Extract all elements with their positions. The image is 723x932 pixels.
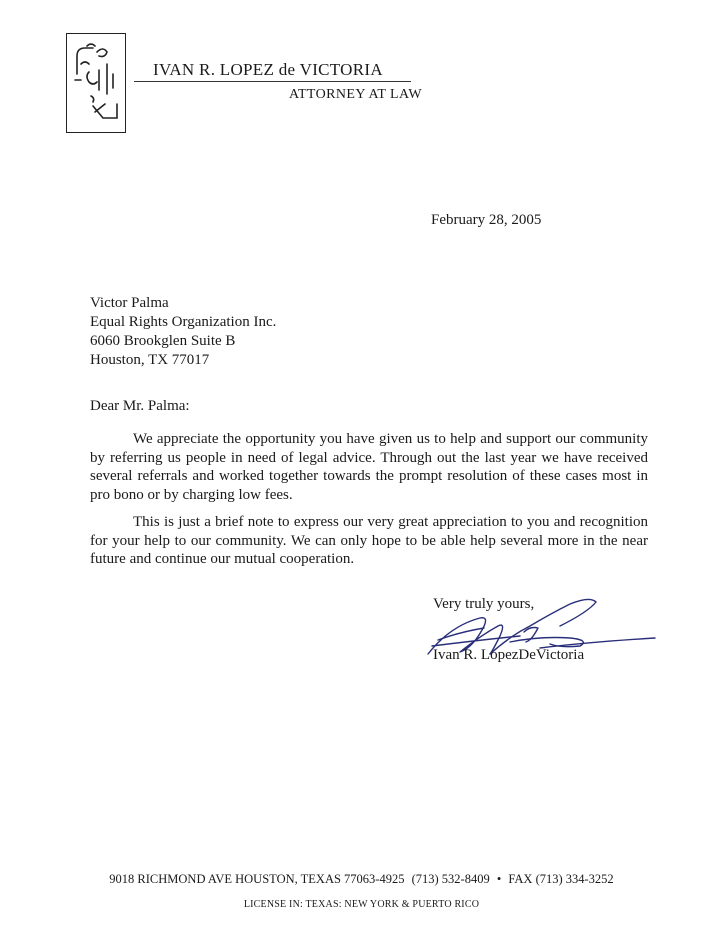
footer-phone: (713) 532-8409 bbox=[411, 872, 490, 886]
closing: Very truly yours, bbox=[433, 596, 535, 612]
monogram-logo-icon bbox=[67, 34, 127, 134]
signer-name: Ivan R. LopezDeVictoria bbox=[433, 647, 585, 663]
recipient-organization: Equal Rights Organization Inc. bbox=[90, 314, 277, 330]
footer-license: LICENSE IN: TEXAS: NEW YORK & PUERTO RICO bbox=[243, 899, 480, 910]
letter-date: February 28, 2005 bbox=[431, 212, 542, 228]
footer-contact bbox=[0, 872, 723, 887]
recipient-street: 6060 Brookglen Suite B bbox=[90, 333, 236, 349]
firm-title: ATTORNEY AT LAW bbox=[289, 87, 422, 102]
salutation: Dear Mr. Palma: bbox=[90, 398, 190, 414]
firm-name: IVAN R. LOPEZ de VICTORIA bbox=[153, 60, 383, 79]
letterhead-divider bbox=[134, 81, 411, 82]
monogram-logo bbox=[66, 33, 126, 133]
recipient-city: Houston, TX 77017 bbox=[90, 352, 210, 368]
recipient-name: Victor Palma bbox=[90, 295, 169, 311]
body-paragraph-2: This is just a brief note to express our very great appreciation to you and recognition for your help to our community. We can only hope to be able help several more in the near future and continue our mutual cooperation. bbox=[90, 514, 648, 567]
body-paragraph-1: We appreciate the opportunity you have given us to help and support our community by referring us people in need of legal advice. Through out the last year we have received several referrals and worked together towards the prompt resolution of these cases most in pro bono or by charging low fees. bbox=[90, 431, 648, 503]
footer-fax: FAX (713) 334-3252 bbox=[508, 872, 614, 886]
recipient-address bbox=[90, 294, 276, 370]
footer-separator: • bbox=[496, 872, 502, 886]
footer-address: 9018 RICHMOND AVE HOUSTON, TEXAS 77063-4925 bbox=[109, 872, 405, 886]
